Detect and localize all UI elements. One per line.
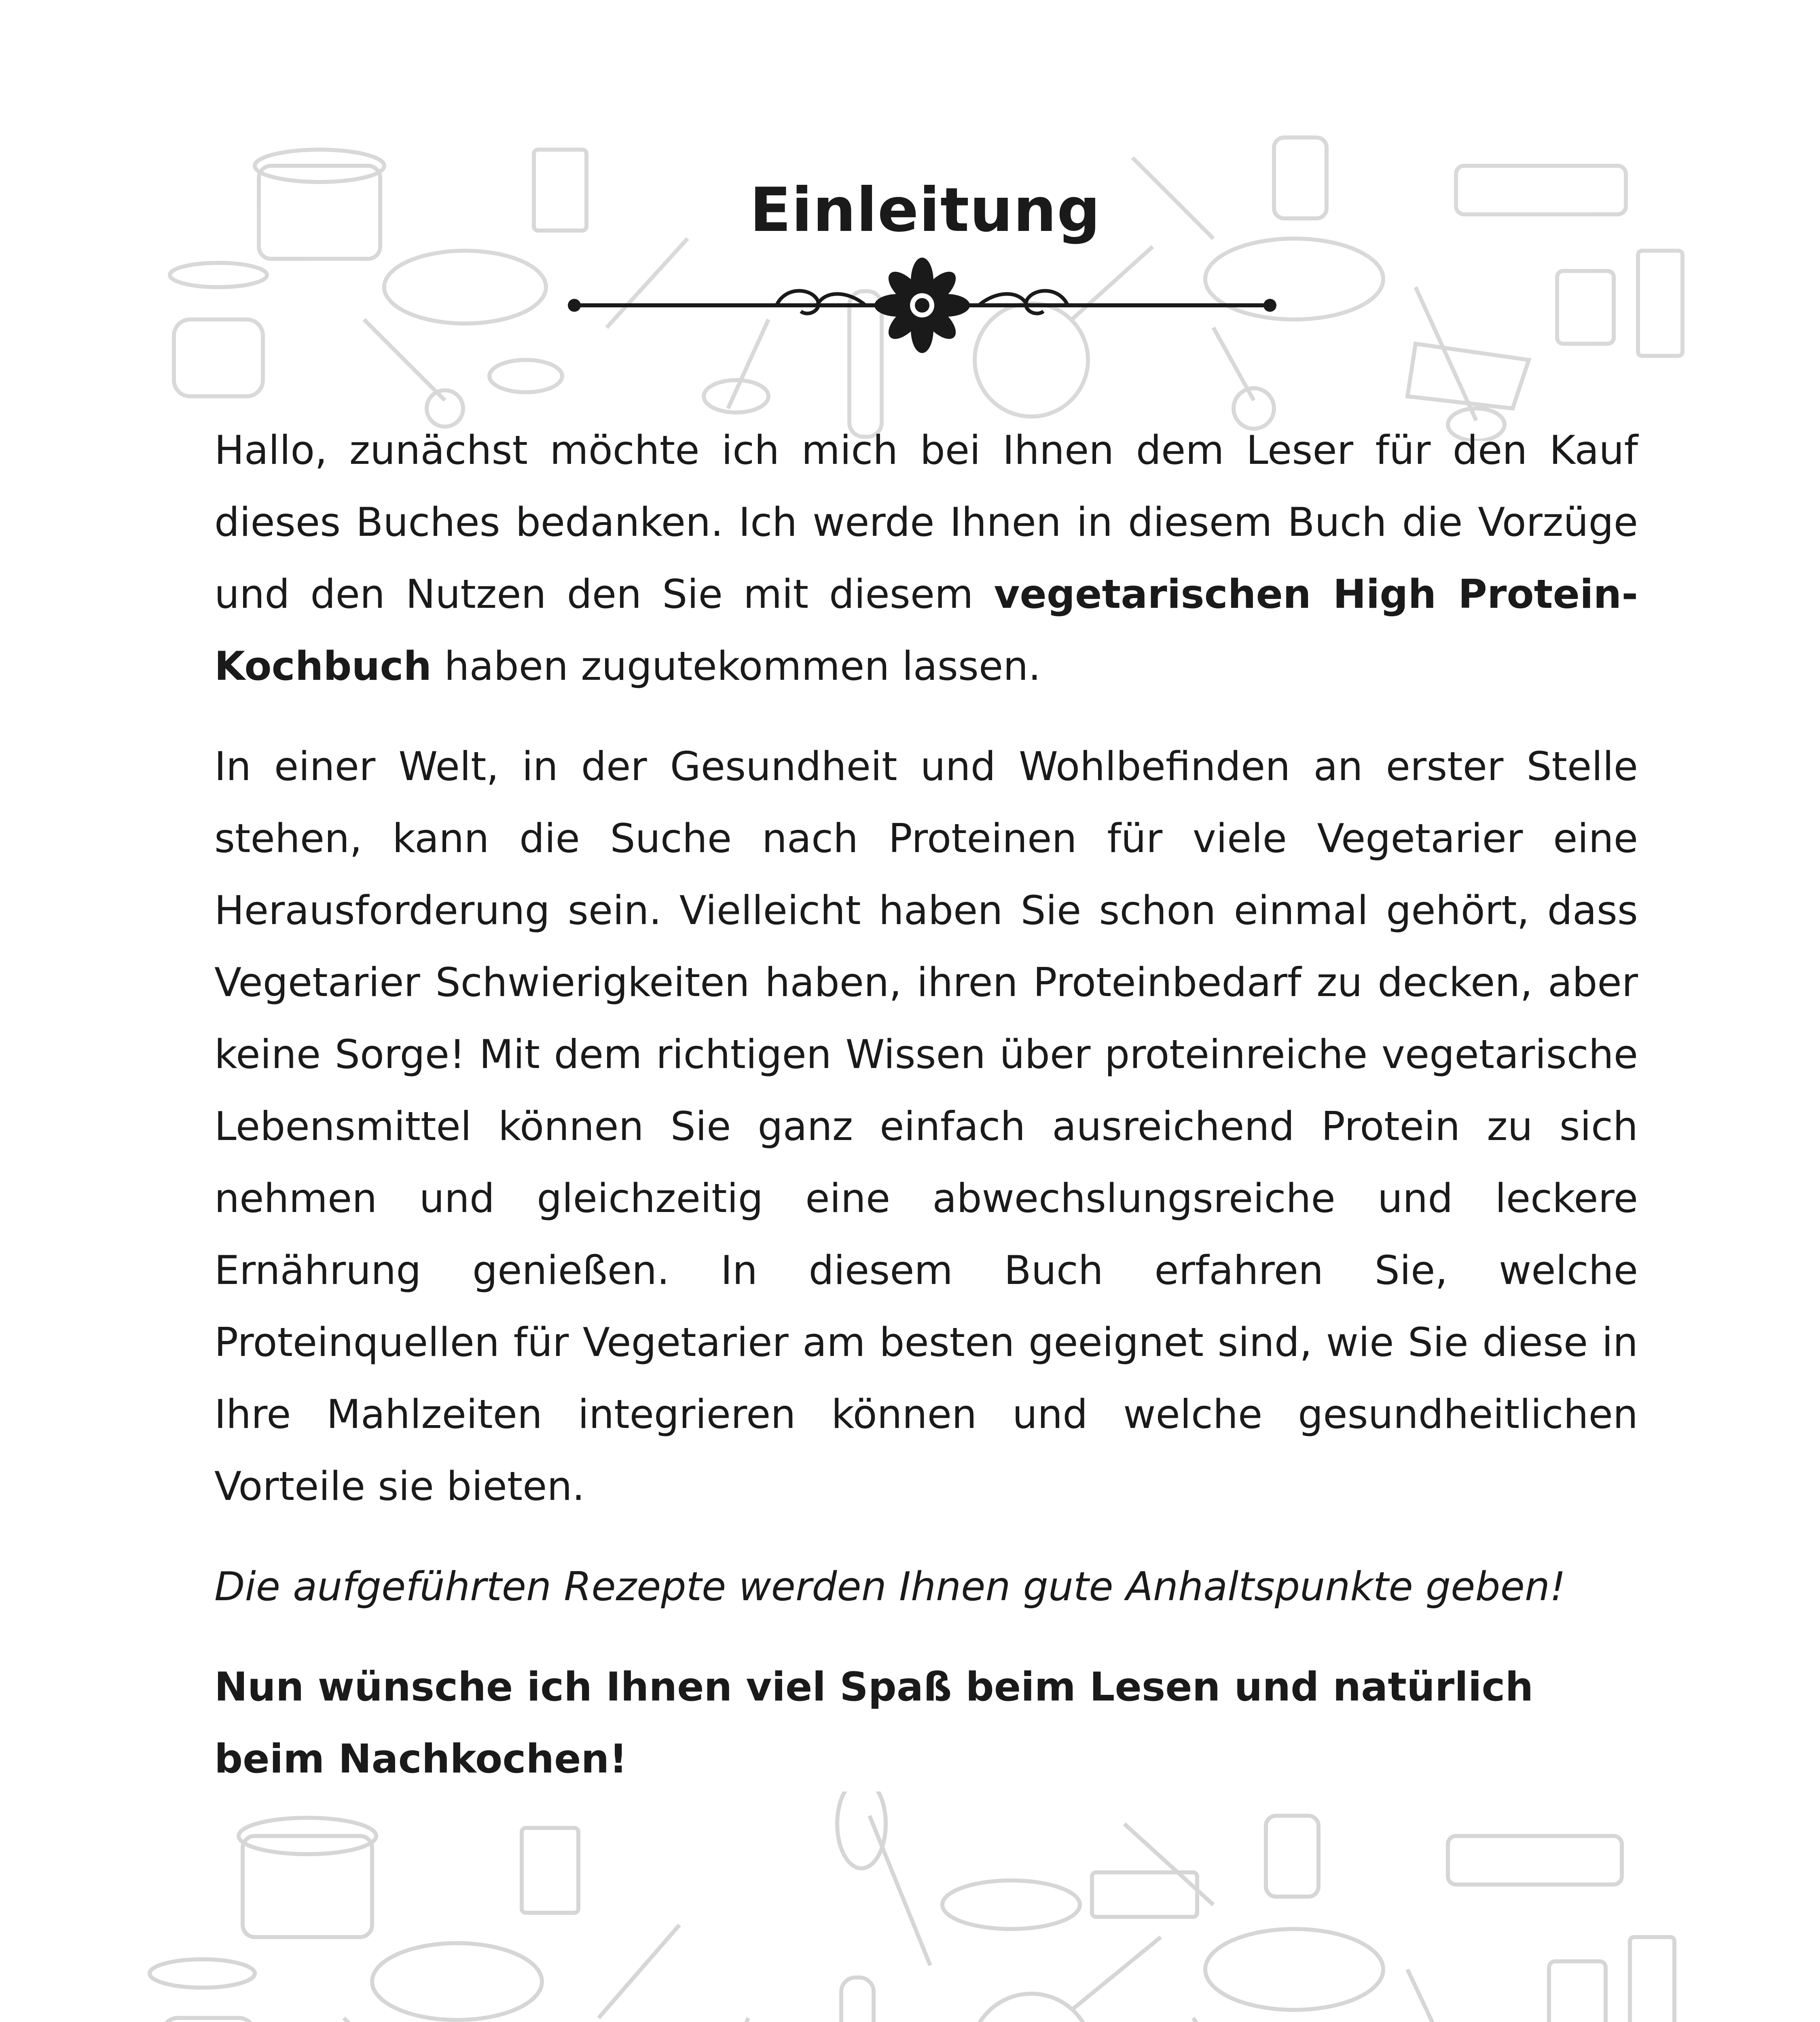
paragraph-protein: In einer Welt, in der Gesundheit und Wohlbefinden an erster Stelle stehen, kann die Suche nach Proteinen für viele Vegetarier eine Herausforderung sein. Vielleicht haben Sie schon einmal gehört, dass Vegetarier Schwierigkeiten haben, ihren Proteinbedarf zu decken, aber keine Sorge! Mit dem richtigen Wissen über proteinreiche vegetarische Lebensmittel können Sie ganz einfach ausreichend Protein zu sich nehmen und gleichzeitig eine abwechslungsreiche und leckere Ernährung genießen. In diesem Buch erfahren Sie, welche Proteinquellen für Vegetarier am besten geeignet sind, wie Sie diese in Ihre Mahlzeiten integrieren können und welche gesundheitlichen Vorteile sie bieten. — [214, 744, 1638, 1510]
paragraph-intro — [214, 415, 1638, 702]
paragraph-intro-text: Hallo, zunächst möchte ich mich bei Ihnen dem Leser für den Kauf dieses Buches bedanken. Ich werde Ihnen in diesem Buch die Vorzüge und den Nutzen den Sie mit diesem — [214, 427, 1638, 618]
kitchen-illustration-bottom — [0, 1791, 1820, 2022]
book-title-emphasis: vegetarischen High Protein-Kochbuch — [214, 571, 1638, 690]
flower-ornament-icon — [558, 251, 1286, 360]
kitchen-sketch-icon — [0, 1791, 1820, 2022]
paragraph-intro-end: haben zugutekommen lassen. — [432, 643, 1041, 690]
body-text — [214, 415, 1638, 1823]
italic-note: Die aufgeführten Rezepte werden Ihnen gute Anhaltspunkte geben! — [214, 1564, 1566, 1610]
page-title: Einleitung — [749, 175, 1101, 245]
closing-remark: Nun wünsche ich Ihnen viel Spaß beim Lesen und natürlich beim Nachkochen! — [214, 1664, 1534, 1782]
